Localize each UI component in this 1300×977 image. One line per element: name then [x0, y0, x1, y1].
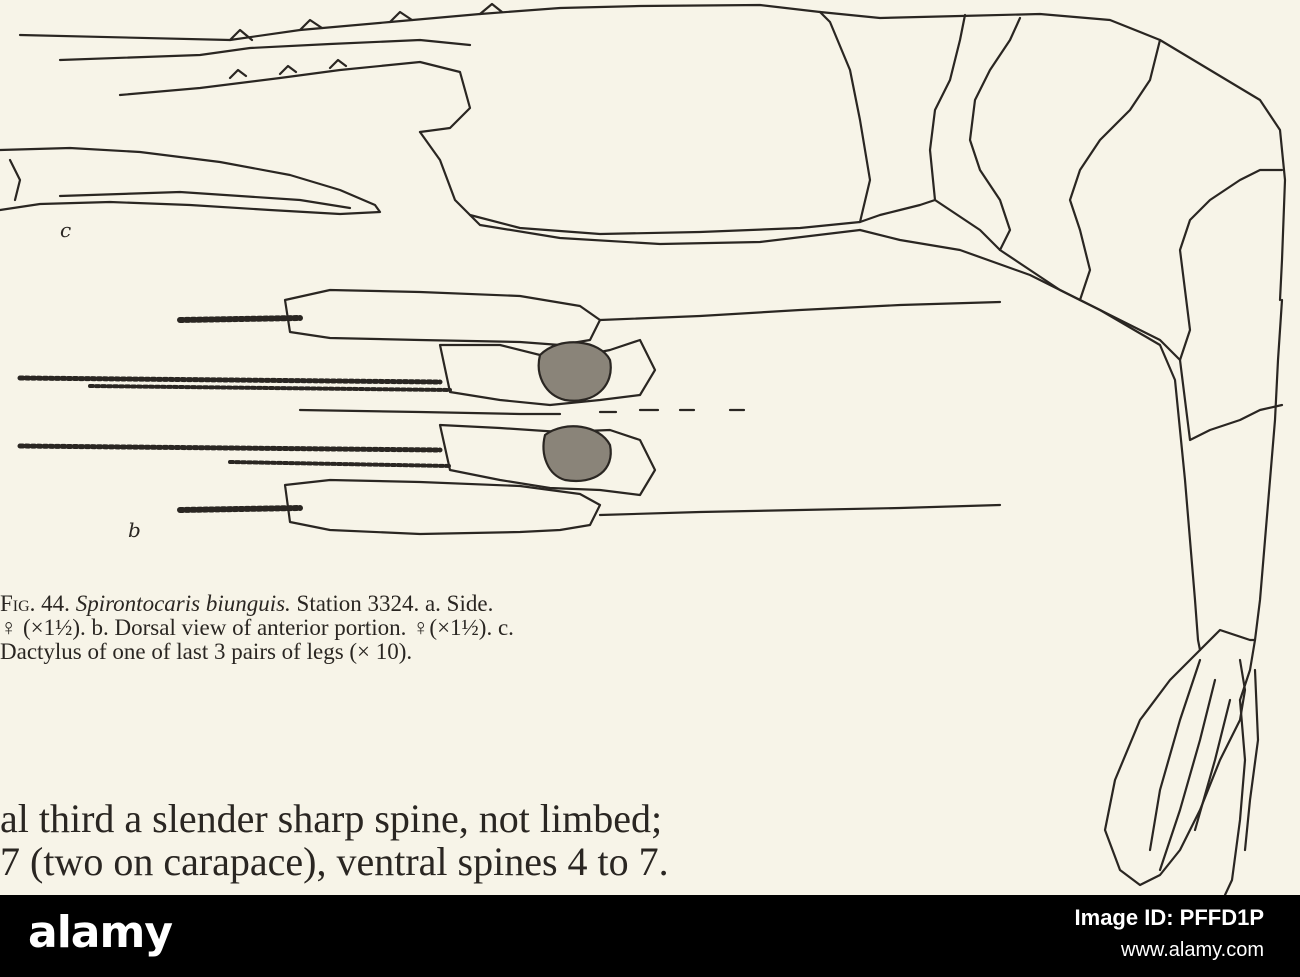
body-text-line-2: 7 (two on carapace), ventral spines 4 to 7.	[0, 839, 669, 884]
caption-species: Spirontocaris biunguis.	[75, 591, 291, 616]
eye-upper	[539, 342, 611, 401]
dorsal-carapace-bottom	[600, 505, 1000, 515]
watermark-footer	[0, 895, 1300, 977]
alamy-logo	[28, 907, 172, 958]
figure-caption	[0, 592, 1020, 664]
site-url[interactable]: www.alamy.com	[1121, 939, 1264, 961]
flagellum-1	[180, 318, 300, 320]
flagellum-2	[20, 378, 440, 382]
dorsal-carapace-top	[600, 302, 1000, 320]
label-c: c	[60, 218, 72, 242]
dorsal-midline	[300, 410, 744, 414]
rostrum-outline	[20, 5, 820, 132]
abdomen-right-edge	[1255, 300, 1282, 640]
body-text-line-1: al third a slender sharp spine, not limbed;	[0, 796, 663, 841]
abdomen-segment-4	[1080, 170, 1282, 360]
abdomen-segment-3	[1000, 40, 1160, 300]
image-id: Image ID: PFFD1P	[1074, 905, 1264, 930]
eye-lower	[544, 426, 611, 481]
telson-base	[1200, 630, 1255, 700]
alamy-logo-text: alamy	[28, 907, 172, 958]
caption-line-3: Dactylus of one of last 3 pairs of legs (× 10).	[0, 639, 413, 664]
carapace-outline	[420, 12, 870, 234]
flagellum-3	[90, 386, 450, 390]
abdomen-segment-2	[935, 18, 1020, 250]
caption-fig-number: Fig. 44.	[0, 591, 70, 616]
abdomen-dorsal	[820, 12, 1285, 300]
flagellum-6	[180, 508, 300, 510]
caption-line-1-rest: Station 3324. a. Side.	[296, 591, 494, 616]
flagellum-5	[230, 462, 450, 466]
caption-line-2: ♀ (×1½). b. Dorsal view of anterior portion. ♀(×1½). c.	[0, 615, 514, 640]
abdomen-ventral	[860, 230, 1200, 650]
antennal-scale-upper	[285, 290, 600, 345]
dactylus-inner	[10, 160, 350, 208]
caption-line-1	[0, 592, 1020, 616]
tail-fan	[1105, 650, 1245, 885]
label-b: b	[128, 518, 141, 542]
abdomen-segment-5	[1180, 360, 1282, 440]
abdomen-segment-1	[860, 15, 965, 222]
flagellum-4	[20, 446, 440, 450]
